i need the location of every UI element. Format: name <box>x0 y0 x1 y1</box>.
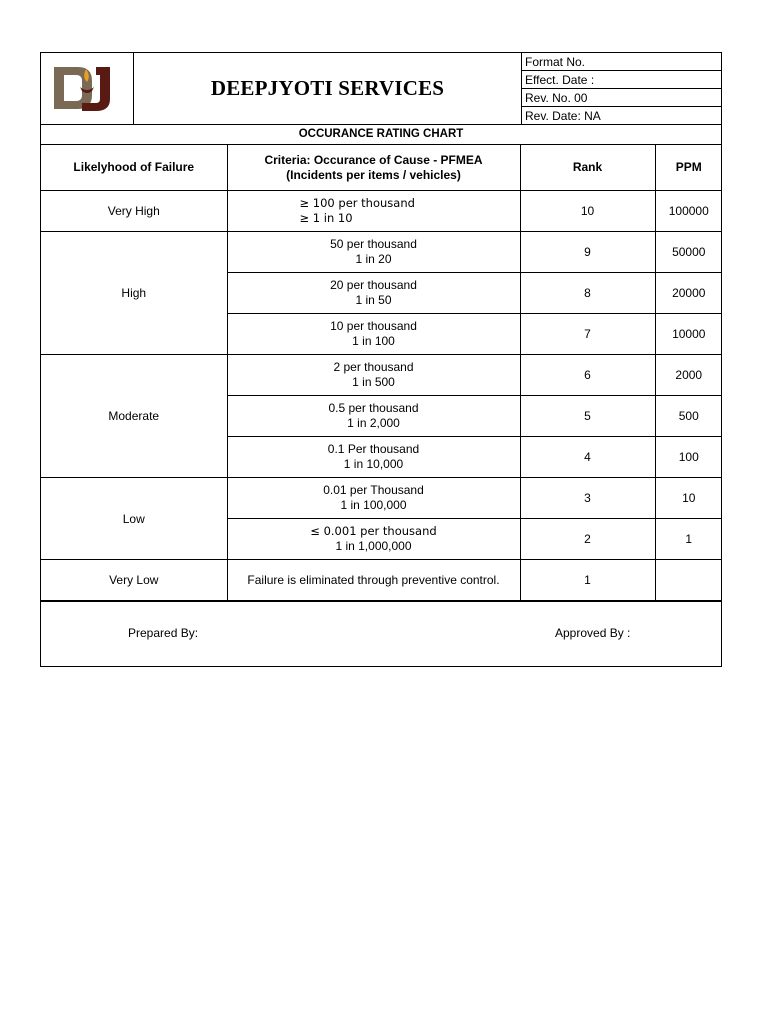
criteria-header-line1: Criteria: Occurance of Cause - PFMEA <box>264 152 483 167</box>
criteria-line1: 0.1 Per thousand <box>327 442 420 456</box>
prepared-by-label: Prepared By: <box>128 626 199 640</box>
signature-footer <box>41 601 721 666</box>
criteria-line2: 1 in 100 <box>352 334 395 348</box>
ppm-cell: 100 <box>655 437 722 478</box>
rank-cell: 4 <box>520 437 655 478</box>
criteria-line2: 1 in 100,000 <box>340 498 407 512</box>
document-header <box>41 53 721 125</box>
likelihood-very-high: Very High <box>41 191 227 232</box>
company-name: DEEPJYOTI SERVICES <box>134 53 522 124</box>
rank-cell: 3 <box>520 478 655 519</box>
criteria-cell <box>227 273 520 314</box>
rank-cell: 8 <box>520 273 655 314</box>
company-logo <box>52 65 122 113</box>
criteria-header <box>227 145 520 191</box>
rank-cell: 10 <box>520 191 655 232</box>
criteria-cell <box>227 314 520 355</box>
criteria-cell <box>227 396 520 437</box>
rev-date: Rev. Date: NA <box>525 108 601 123</box>
rank-cell: 9 <box>520 232 655 273</box>
criteria-cell <box>227 437 520 478</box>
rank-cell: 6 <box>520 355 655 396</box>
document-meta <box>522 53 721 124</box>
ppm-cell: 10000 <box>655 314 722 355</box>
criteria-line1: 2 per thousand <box>333 360 414 374</box>
likelihood-low: Low <box>41 478 227 560</box>
ppm-cell: 2000 <box>655 355 722 396</box>
ppm-cell <box>655 560 722 601</box>
criteria-line1: 0.01 per Thousand <box>323 483 424 497</box>
criteria-line1: 20 per thousand <box>330 278 417 292</box>
criteria-header-line2: (Incidents per items / vehicles) <box>286 167 461 182</box>
likelihood-header: Likelyhood of Failure <box>41 145 227 191</box>
criteria-cell <box>227 191 520 232</box>
criteria-line2: 1 in 20 <box>355 252 392 266</box>
format-no: Format No. <box>522 53 721 71</box>
criteria-line1: ≤ 0.001 per thousand <box>310 524 437 538</box>
chart-title: OCCURANCE RATING CHART <box>41 125 721 145</box>
criteria-cell <box>227 232 520 273</box>
occurrence-rating-table <box>41 145 722 601</box>
logo-cell <box>41 53 134 124</box>
criteria-line2: 1 in 2,000 <box>347 416 400 430</box>
rank-cell: 1 <box>520 560 655 601</box>
criteria-cell <box>227 519 520 560</box>
ppm-cell: 20000 <box>655 273 722 314</box>
table-header-row <box>41 145 722 191</box>
table-row <box>41 191 722 232</box>
ppm-cell: 1 <box>655 519 722 560</box>
criteria-cell <box>227 355 520 396</box>
approved-by-label: Approved By : <box>555 626 631 640</box>
table-row <box>41 560 722 601</box>
rank-cell: 2 <box>520 519 655 560</box>
table-row <box>41 355 722 396</box>
rank-cell: 7 <box>520 314 655 355</box>
effect-date: Effect. Date : <box>522 71 721 89</box>
ppm-header: PPM <box>655 145 722 191</box>
criteria-line2: 1 in 500 <box>352 375 395 389</box>
criteria-line1: 0.5 per thousand <box>328 401 419 415</box>
rank-header: Rank <box>520 145 655 191</box>
ppm-cell: 10 <box>655 478 722 519</box>
ppm-cell: 100000 <box>655 191 722 232</box>
table-row <box>41 478 722 519</box>
likelihood-high: High <box>41 232 227 355</box>
rating-chart-sheet <box>40 52 722 667</box>
criteria-line2: 1 in 1,000,000 <box>335 539 412 553</box>
criteria-line2: 1 in 50 <box>355 293 392 307</box>
ppm-cell: 500 <box>655 396 722 437</box>
criteria-line2: ≥ 1 in 10 <box>299 211 353 225</box>
rank-cell: 5 <box>520 396 655 437</box>
criteria-cell <box>227 478 520 519</box>
criteria-line1: ≥ 100 per thousand <box>299 196 415 210</box>
likelihood-moderate: Moderate <box>41 355 227 478</box>
criteria-cell: Failure is eliminated through preventive control. <box>227 560 520 601</box>
criteria-line1: 10 per thousand <box>330 319 417 333</box>
rev-no: Rev. No. 00 <box>522 89 721 107</box>
criteria-line1: 50 per thousand <box>330 237 417 251</box>
table-row <box>41 232 722 273</box>
ppm-cell: 50000 <box>655 232 722 273</box>
likelihood-very-low: Very Low <box>41 560 227 601</box>
criteria-line2: 1 in 10,000 <box>343 457 404 471</box>
